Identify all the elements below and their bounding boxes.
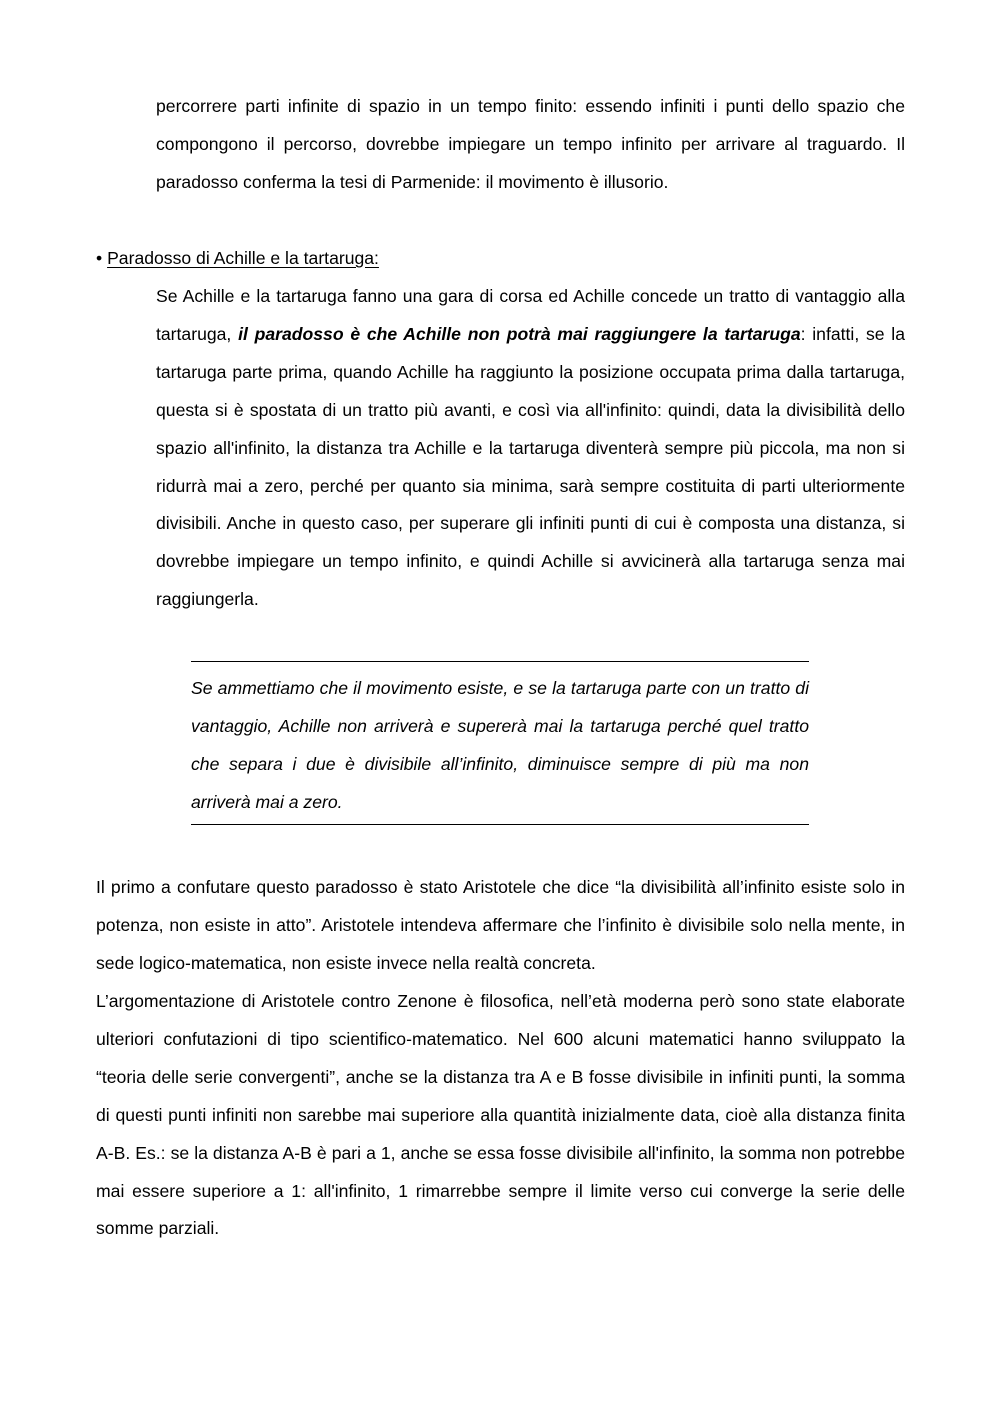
bullet-title: Paradosso di Achille e la tartaruga: bbox=[107, 248, 379, 268]
bullet-marker: • bbox=[96, 248, 103, 268]
achille-text-part2: : infatti, se la tartaruga parte prima, quando Achille ha raggiunto la posizione occupata prima dalla tartaruga, questa si è spostata di un tratto più avanti, e così via all'infinito: quindi, data la divisibilità dello spazio all'infinito, la distanza tra Achille e la tartaruga diventerà sempre più piccola, ma non si ridurrà mai a zero, perché per quanto sia minima, sarà sempre costituita di parti ulteriormente divisibili. Anche in questo caso, per superare gli infiniti punti di cui è composta una distanza, si dovrebbe impiegare un tempo infinito, e quindi Achille si avvicinerà alla tartaruga senza mai raggiungerla. bbox=[156, 323, 905, 610]
achille-emphasis: il paradosso è che Achille non potrà mai raggiungere la tartaruga bbox=[238, 323, 801, 344]
bullet-heading bbox=[96, 240, 379, 278]
achille-paragraph bbox=[156, 278, 905, 619]
modern-refutation-paragraph: L’argomentazione di Aristotele contro Zenone è filosofica, nell’età moderna però sono state elaborate ulteriori confutazioni di tipo scientifico-matematico. Nel 600 alcuni matematici hanno sviluppato la “teoria delle serie convergenti”, anche se la distanza tra A e B fosse divisibile in infiniti punti, la somma di questi punti infiniti non sarebbe mai superiore alla quantità inizialmente data, cioè alla distanza finita A-B. Es.: se la distanza A-B è pari a 1, anche se essa fosse divisibile all'infinito, la somma non potrebbe mai essere superiore a 1: all'infinito, 1 rimarrebbe sempre il limite verso cui converge la serie delle somme parziali. bbox=[96, 991, 905, 1239]
intro-continuation-paragraph: percorrere parti infinite di spazio in un tempo finito: essendo infiniti i punti dello spazio che compongono il percorso, dovrebbe impiegare un tempo infinito per arrivare al traguardo. Il paradosso conferma la tesi di Parmenide: il movimento è illusorio. bbox=[156, 96, 905, 192]
aristotle-paragraph: Il primo a confutare questo paradosso è stato Aristotele che dice “la divisibilità all’infinito esiste solo in potenza, non esiste in atto”. Aristotele intendeva affermare che l’infinito è divisibile solo nella mente, in sede logico-matematica, non esiste invece nella realtà concreta. bbox=[96, 877, 905, 973]
quote-box bbox=[191, 661, 809, 825]
achille-text-part1: Se Achille e la tartaruga fanno una gara di corsa ed Achille concede un tratto di vantaggio alla tartaruga, bbox=[156, 286, 905, 344]
quote-text: Se ammettiamo che il movimento esiste, e se la tartaruga parte con un tratto di vantaggio, Achille non arriverà e supererà mai la tartaruga perché quel tratto che separa i due è divisibile all’infinito, diminuisce sempre di più ma non arriverà mai a zero. bbox=[191, 678, 809, 812]
